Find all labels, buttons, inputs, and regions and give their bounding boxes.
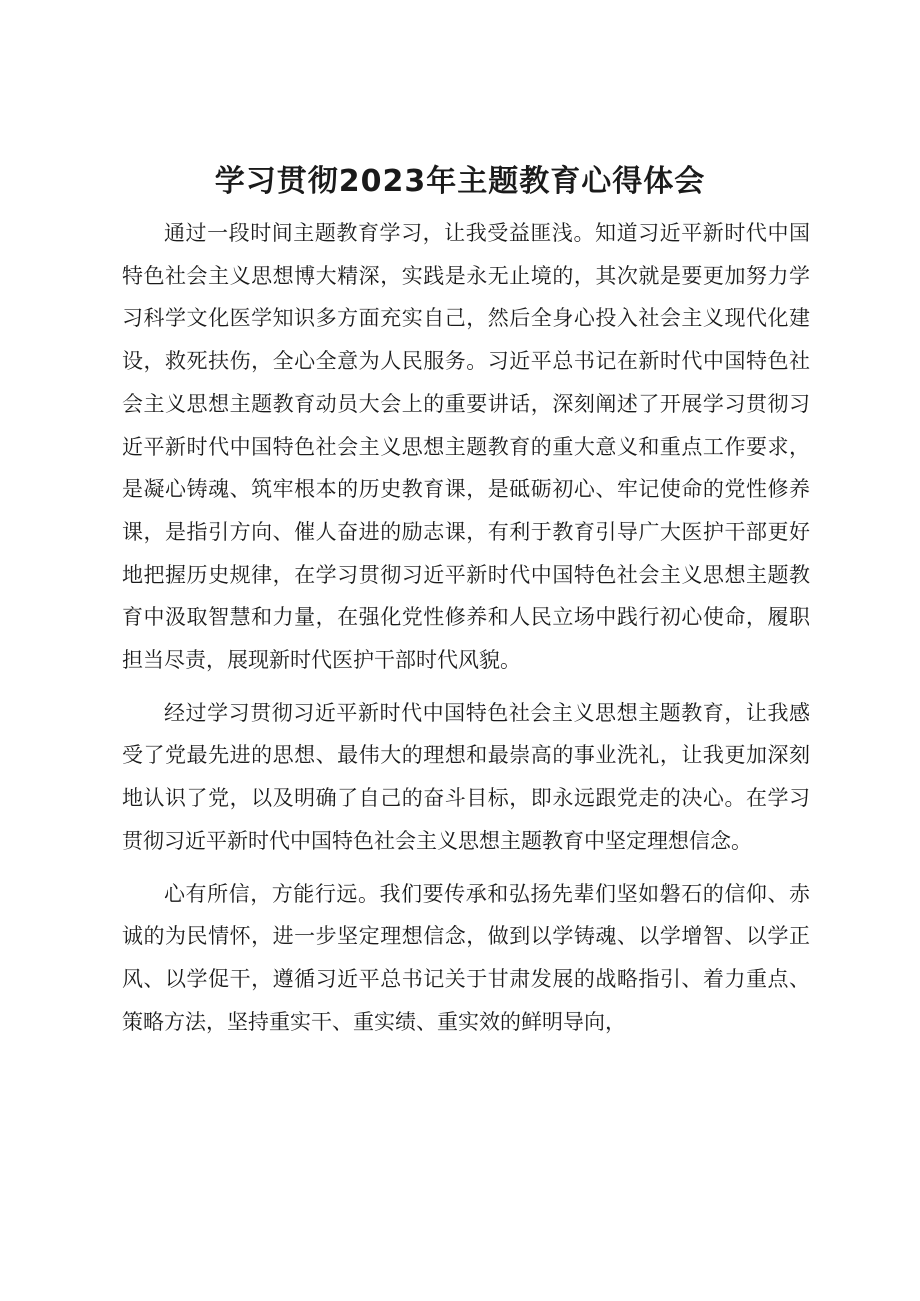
paragraph-3: 心有所信，方能行远。我们要传承和弘扬先辈们坚如磐石的信仰、赤诚的为民情怀，进一步坚定理想信念，做到以学铸魂、以学增智、以学正风、以学促干，遵循习近平总书记关于甘肃发展的战略指引、着力重点、策略方法，坚持重实干、重实绩、重实效的鲜明导向， <box>122 881 810 1034</box>
paragraph-1: 通过一段时间主题教育学习，让我受益匪浅。知道习近平新时代中国特色社会主义思想博大精深，实践是永无止境的，其次就是要更加努力学习科学文化医学知识多方面充实自己，然后全身心投入社会主义现代化建设，救死扶伤，全心全意为人民服务。习近平总书记在新时代中国特色社会主义思想主题教育动员大会上的重要讲话，深刻阐述了开展学习贯彻习近平新时代中国特色社会主义思想主题教育的重大意义和重点工作要求，是凝心铸魂、筑牢根本的历史教育课，是砥砺初心、牢记使命的党性修养课，是指引方向、催人奋进的励志课，有利于教育引导广大医护干部更好地把握历史规律，在学习贯彻习近平新时代中国特色社会主义思想主题教育中汲取智慧和力量，在强化党性修养和人民立场中践行初心使命，履职担当尽责，展现新时代医护干部时代风貌。 <box>122 221 810 673</box>
paragraph-2: 经过学习贯彻习近平新时代中国特色社会主义思想主题教育，让我感受了党最先进的思想、最伟大的理想和最崇高的事业洗礼，让我更加深刻地认识了党，以及明确了自己的奋斗目标，即永远跟党走的决心。在学习贯彻习近平新时代中国特色社会主义思想主题教育中坚定理想信念。 <box>122 700 810 853</box>
document-title: 学习贯彻2023年主题教育心得体会 <box>214 164 706 199</box>
document-body <box>122 212 810 1043</box>
